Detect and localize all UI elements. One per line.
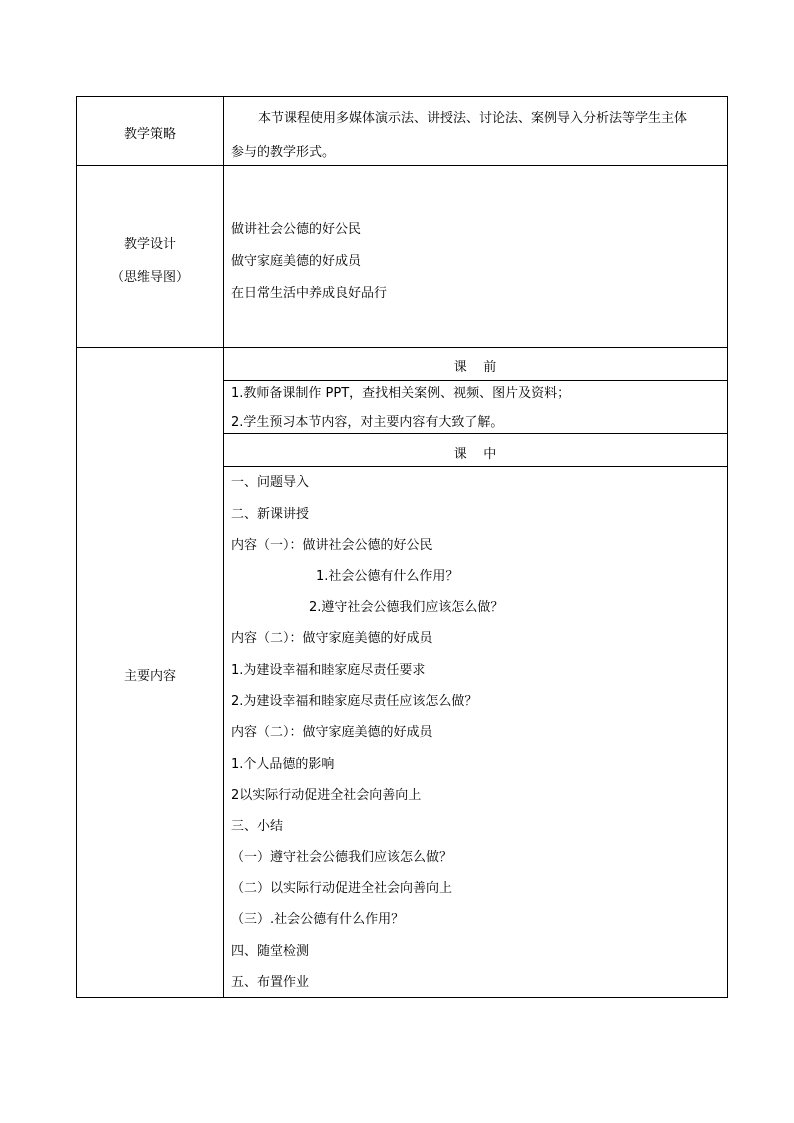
- design-label-line1: 教学设计: [123, 237, 176, 252]
- before-class-header: 课 前: [453, 360, 497, 375]
- during-item: 2.遵守社会公德我们应该怎么做？: [309, 600, 504, 615]
- during-item: 五、布置作业: [231, 975, 310, 990]
- during-item: 1.个人品德的影响: [231, 757, 335, 772]
- during-item: （一）遵守社会公德我们应该怎么做？: [231, 850, 453, 865]
- strategy-label: 教学策略: [123, 127, 176, 142]
- design-item: 在日常生活中养成良好品行: [231, 286, 388, 301]
- design-label-line2: （思维导图）: [110, 270, 189, 285]
- during-item: （二）以实际行动促进全社会向善向上: [231, 881, 453, 896]
- during-item: 内容（二）：做守家庭美德的好成员: [231, 631, 433, 646]
- during-item: 1.社会公德有什么作用？: [316, 569, 459, 584]
- during-item: 1.为建设幸福和睦家庭尽责任要求: [231, 663, 426, 678]
- during-item: 2以实际行动促进全社会向善向上: [231, 788, 422, 803]
- sub-row-separator-before-header: [223, 380, 727, 381]
- design-item: 做守家庭美德的好成员: [231, 254, 362, 269]
- during-item: 三、小结: [231, 819, 284, 834]
- content-label: 主要内容: [123, 669, 176, 684]
- design-item: 做讲社会公德的好公民: [231, 222, 362, 237]
- column-divider: [223, 97, 224, 997]
- during-class-header: 课 中: [453, 447, 497, 462]
- sub-row-separator-before-items: [223, 433, 727, 434]
- during-item: 二、新课讲授: [231, 507, 310, 522]
- during-item: 一、问题导入: [231, 475, 310, 490]
- strategy-text-line1: 本节课程使用多媒体演示法、讲授法、讨论法、案例导入分析法等学生主体: [258, 111, 688, 126]
- during-item: 四、随堂检测: [231, 944, 310, 959]
- lesson-plan-table: [76, 96, 728, 998]
- during-item: （三）.社会公德有什么作用？: [231, 912, 405, 927]
- before-class-item: 2.学生预习本节内容，对主要内容有大致了解。: [231, 415, 504, 430]
- sub-row-separator-during-header: [223, 466, 727, 467]
- strategy-text-line2: 参与的教学形式。: [231, 145, 336, 160]
- row-separator-design: [77, 347, 727, 348]
- row-separator-strategy: [77, 165, 727, 166]
- during-item: 2.为建设幸福和睦家庭尽责任应该怎么做？: [231, 694, 478, 709]
- during-item: 内容（一）：做讲社会公德的好公民: [231, 538, 433, 553]
- during-item: 内容（二）：做守家庭美德的好成员: [231, 725, 433, 740]
- before-class-item: 1.教师备课制作 PPT，查找相关案例、视频、图片及资料；: [231, 386, 571, 401]
